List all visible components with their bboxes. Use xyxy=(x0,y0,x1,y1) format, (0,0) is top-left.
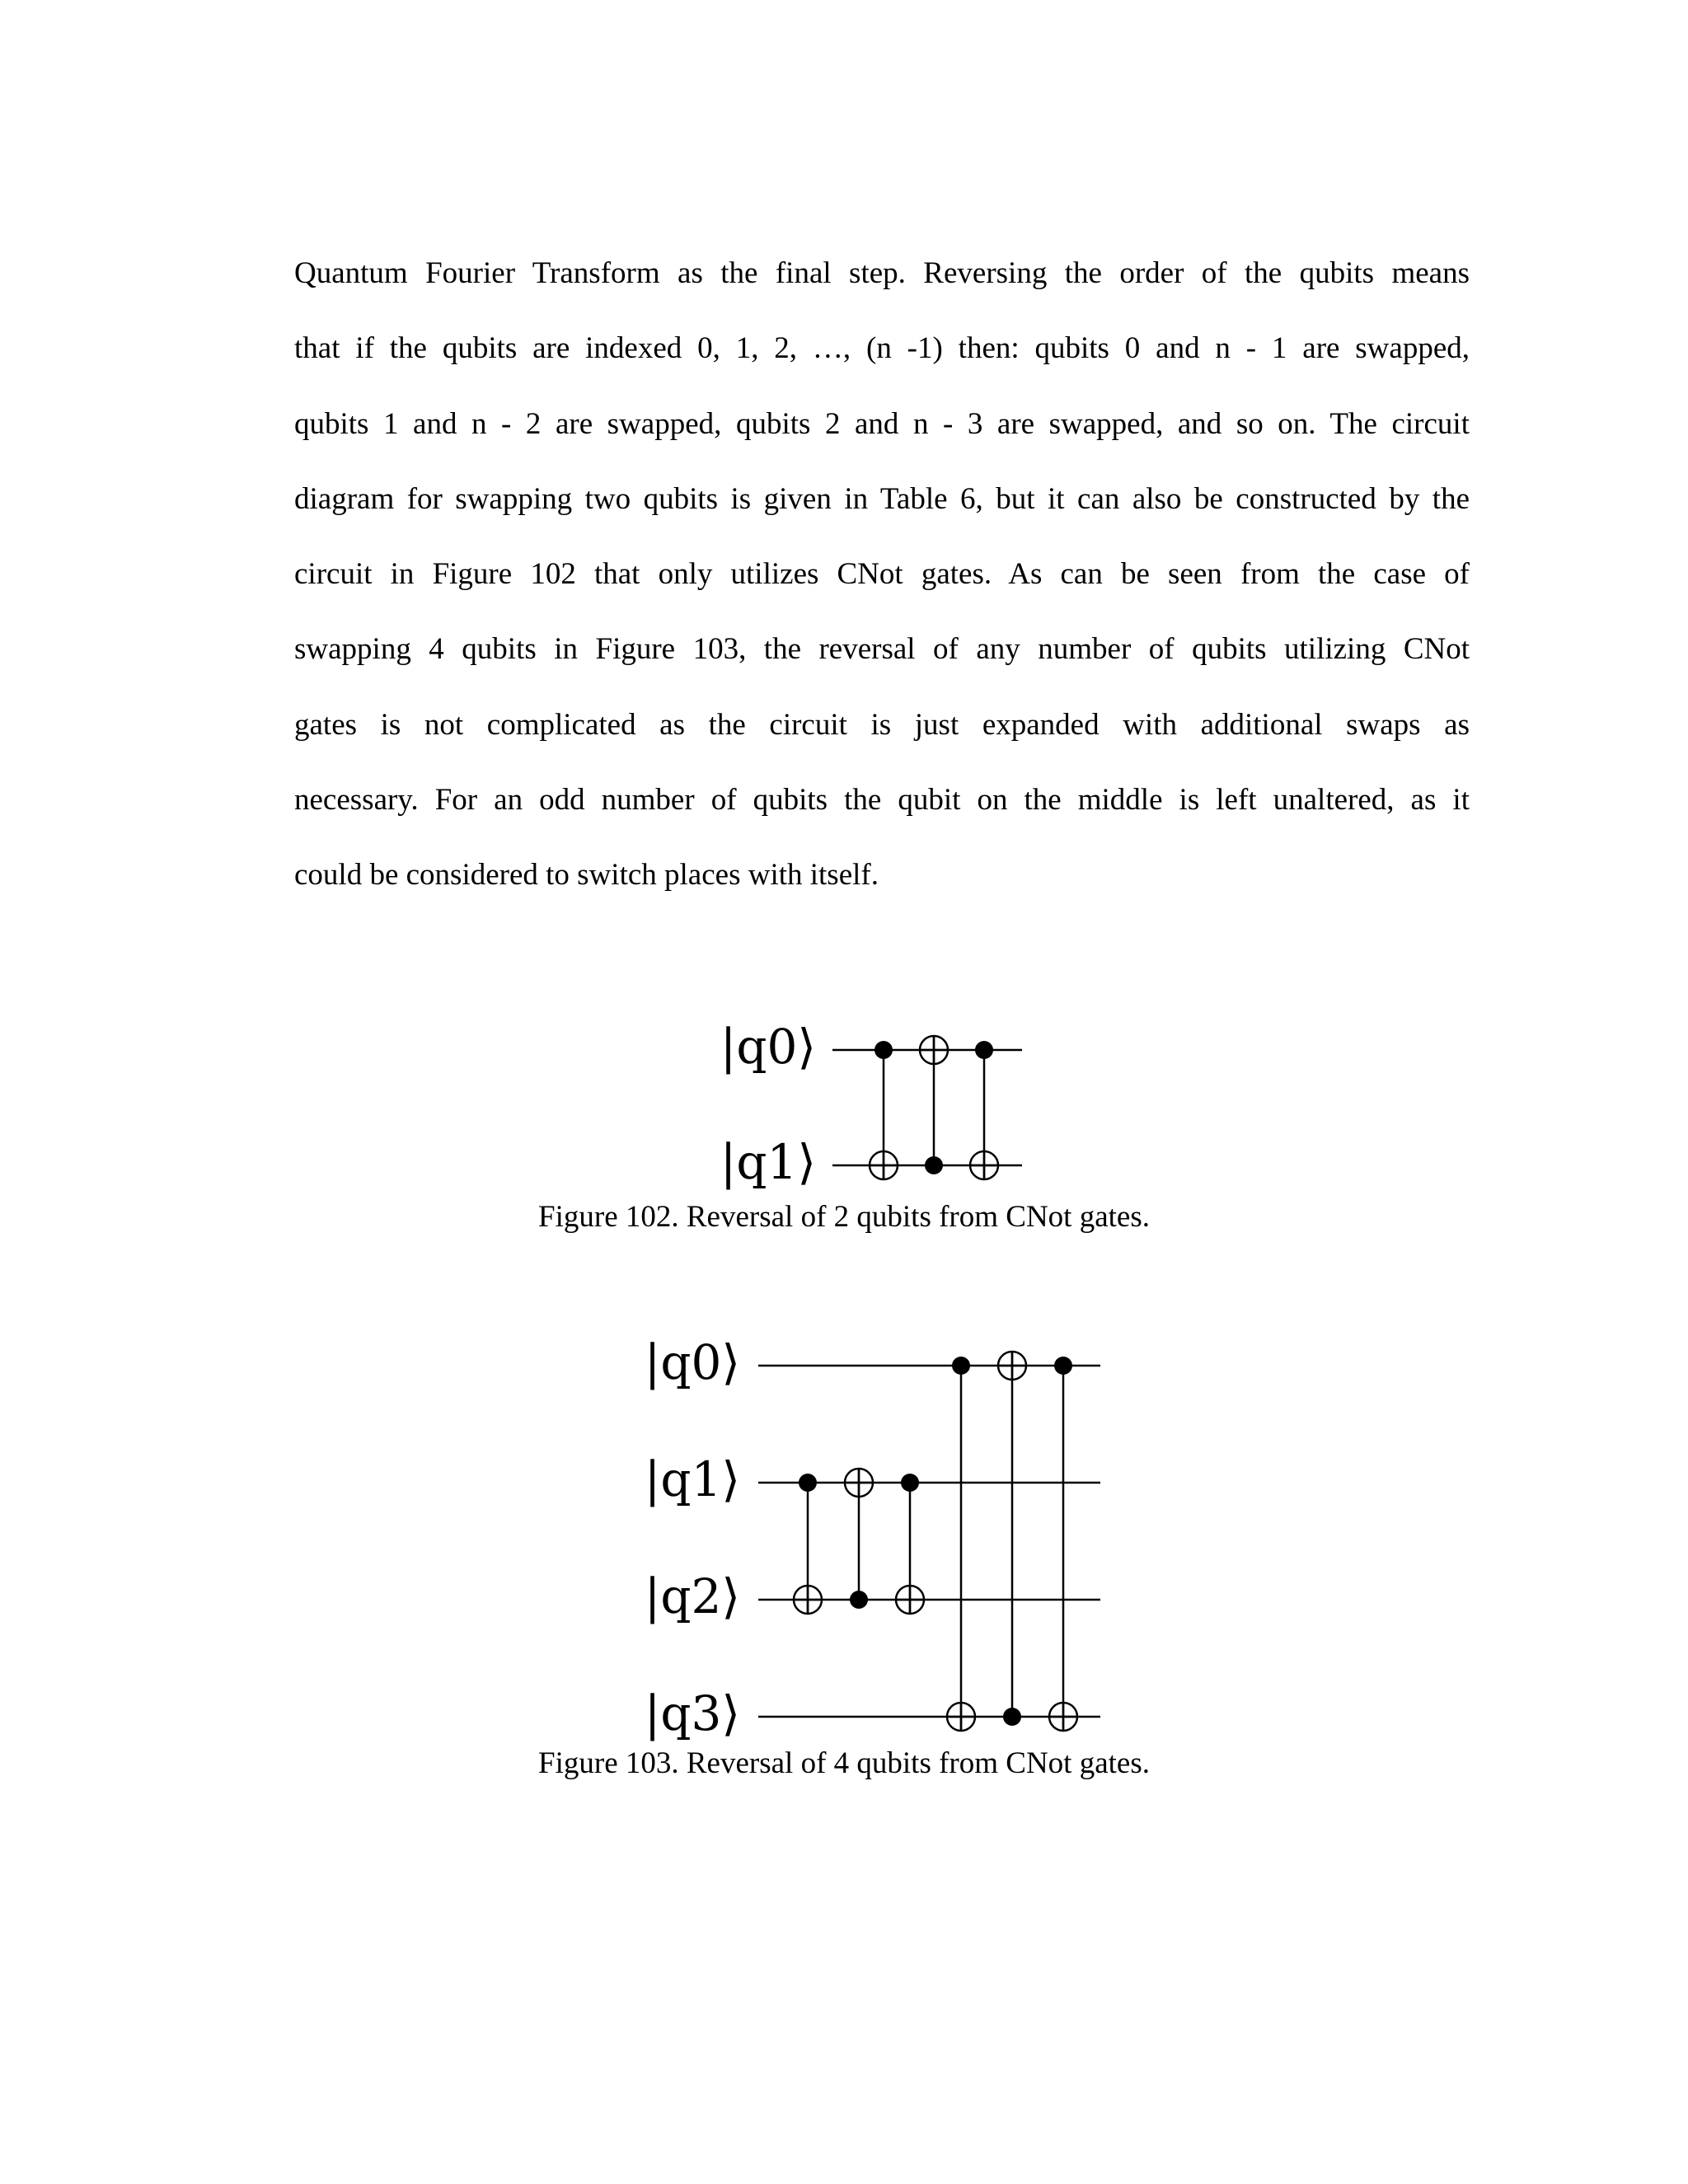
paragraph-line: circuit in Figure 102 that only utilizes CNot gates. As can be seen from the case of xyxy=(294,557,1470,592)
qubit-label: |q1⟩ xyxy=(720,1134,816,1190)
figure-103-circuit xyxy=(643,1331,1121,1747)
paragraph-line: gates is not complicated as the circuit is just expanded with additional swaps as xyxy=(294,707,1470,742)
cnot-control-dot xyxy=(850,1591,868,1609)
paragraph-line: could be considered to switch places with itself. xyxy=(294,858,879,893)
qubit-label: |q0⟩ xyxy=(644,1334,740,1390)
paragraph-line: diagram for swapping two qubits is given in Table 6, but it can also be constructed by the xyxy=(294,481,1470,516)
qubit-label: |q1⟩ xyxy=(644,1451,740,1507)
cnot-control-dot xyxy=(975,1041,993,1059)
qubit-label: |q3⟩ xyxy=(644,1685,740,1741)
paragraph-line: that if the qubits are indexed 0, 1, 2, …, (n -1) then: qubits 0 and n - 1 are swapped, xyxy=(294,331,1470,366)
paragraph-line: necessary. For an odd number of qubits the qubit on the middle is left unaltered, as it xyxy=(294,783,1470,818)
paragraph-line: qubits 1 and n - 2 are swapped, qubits 2 and n - 3 are swapped, and so on. The circuit xyxy=(294,406,1470,441)
paragraph-line: Quantum Fourier Transform as the final step. Reversing the order of the qubits means xyxy=(294,256,1470,290)
figure-103-caption: Figure 103. Reversal of 4 qubits from CNot gates. xyxy=(538,1746,1150,1780)
figure-102-caption: Figure 102. Reversal of 2 qubits from CNot gates. xyxy=(538,1200,1150,1234)
body-paragraph xyxy=(294,236,1470,913)
qubit-label: |q2⟩ xyxy=(644,1568,740,1624)
cnot-control-dot xyxy=(1054,1357,1072,1375)
cnot-control-dot xyxy=(1003,1708,1021,1726)
cnot-control-dot xyxy=(874,1041,893,1059)
cnot-control-dot xyxy=(925,1156,943,1174)
figure-102-circuit xyxy=(717,1014,1047,1203)
cnot-control-dot xyxy=(901,1474,919,1492)
qubit-label: |q0⟩ xyxy=(720,1019,816,1075)
paragraph-line: swapping 4 qubits in Figure 103, the reversal of any number of qubits utilizing CNot xyxy=(294,632,1470,667)
cnot-control-dot xyxy=(952,1357,970,1375)
cnot-control-dot xyxy=(799,1474,817,1492)
